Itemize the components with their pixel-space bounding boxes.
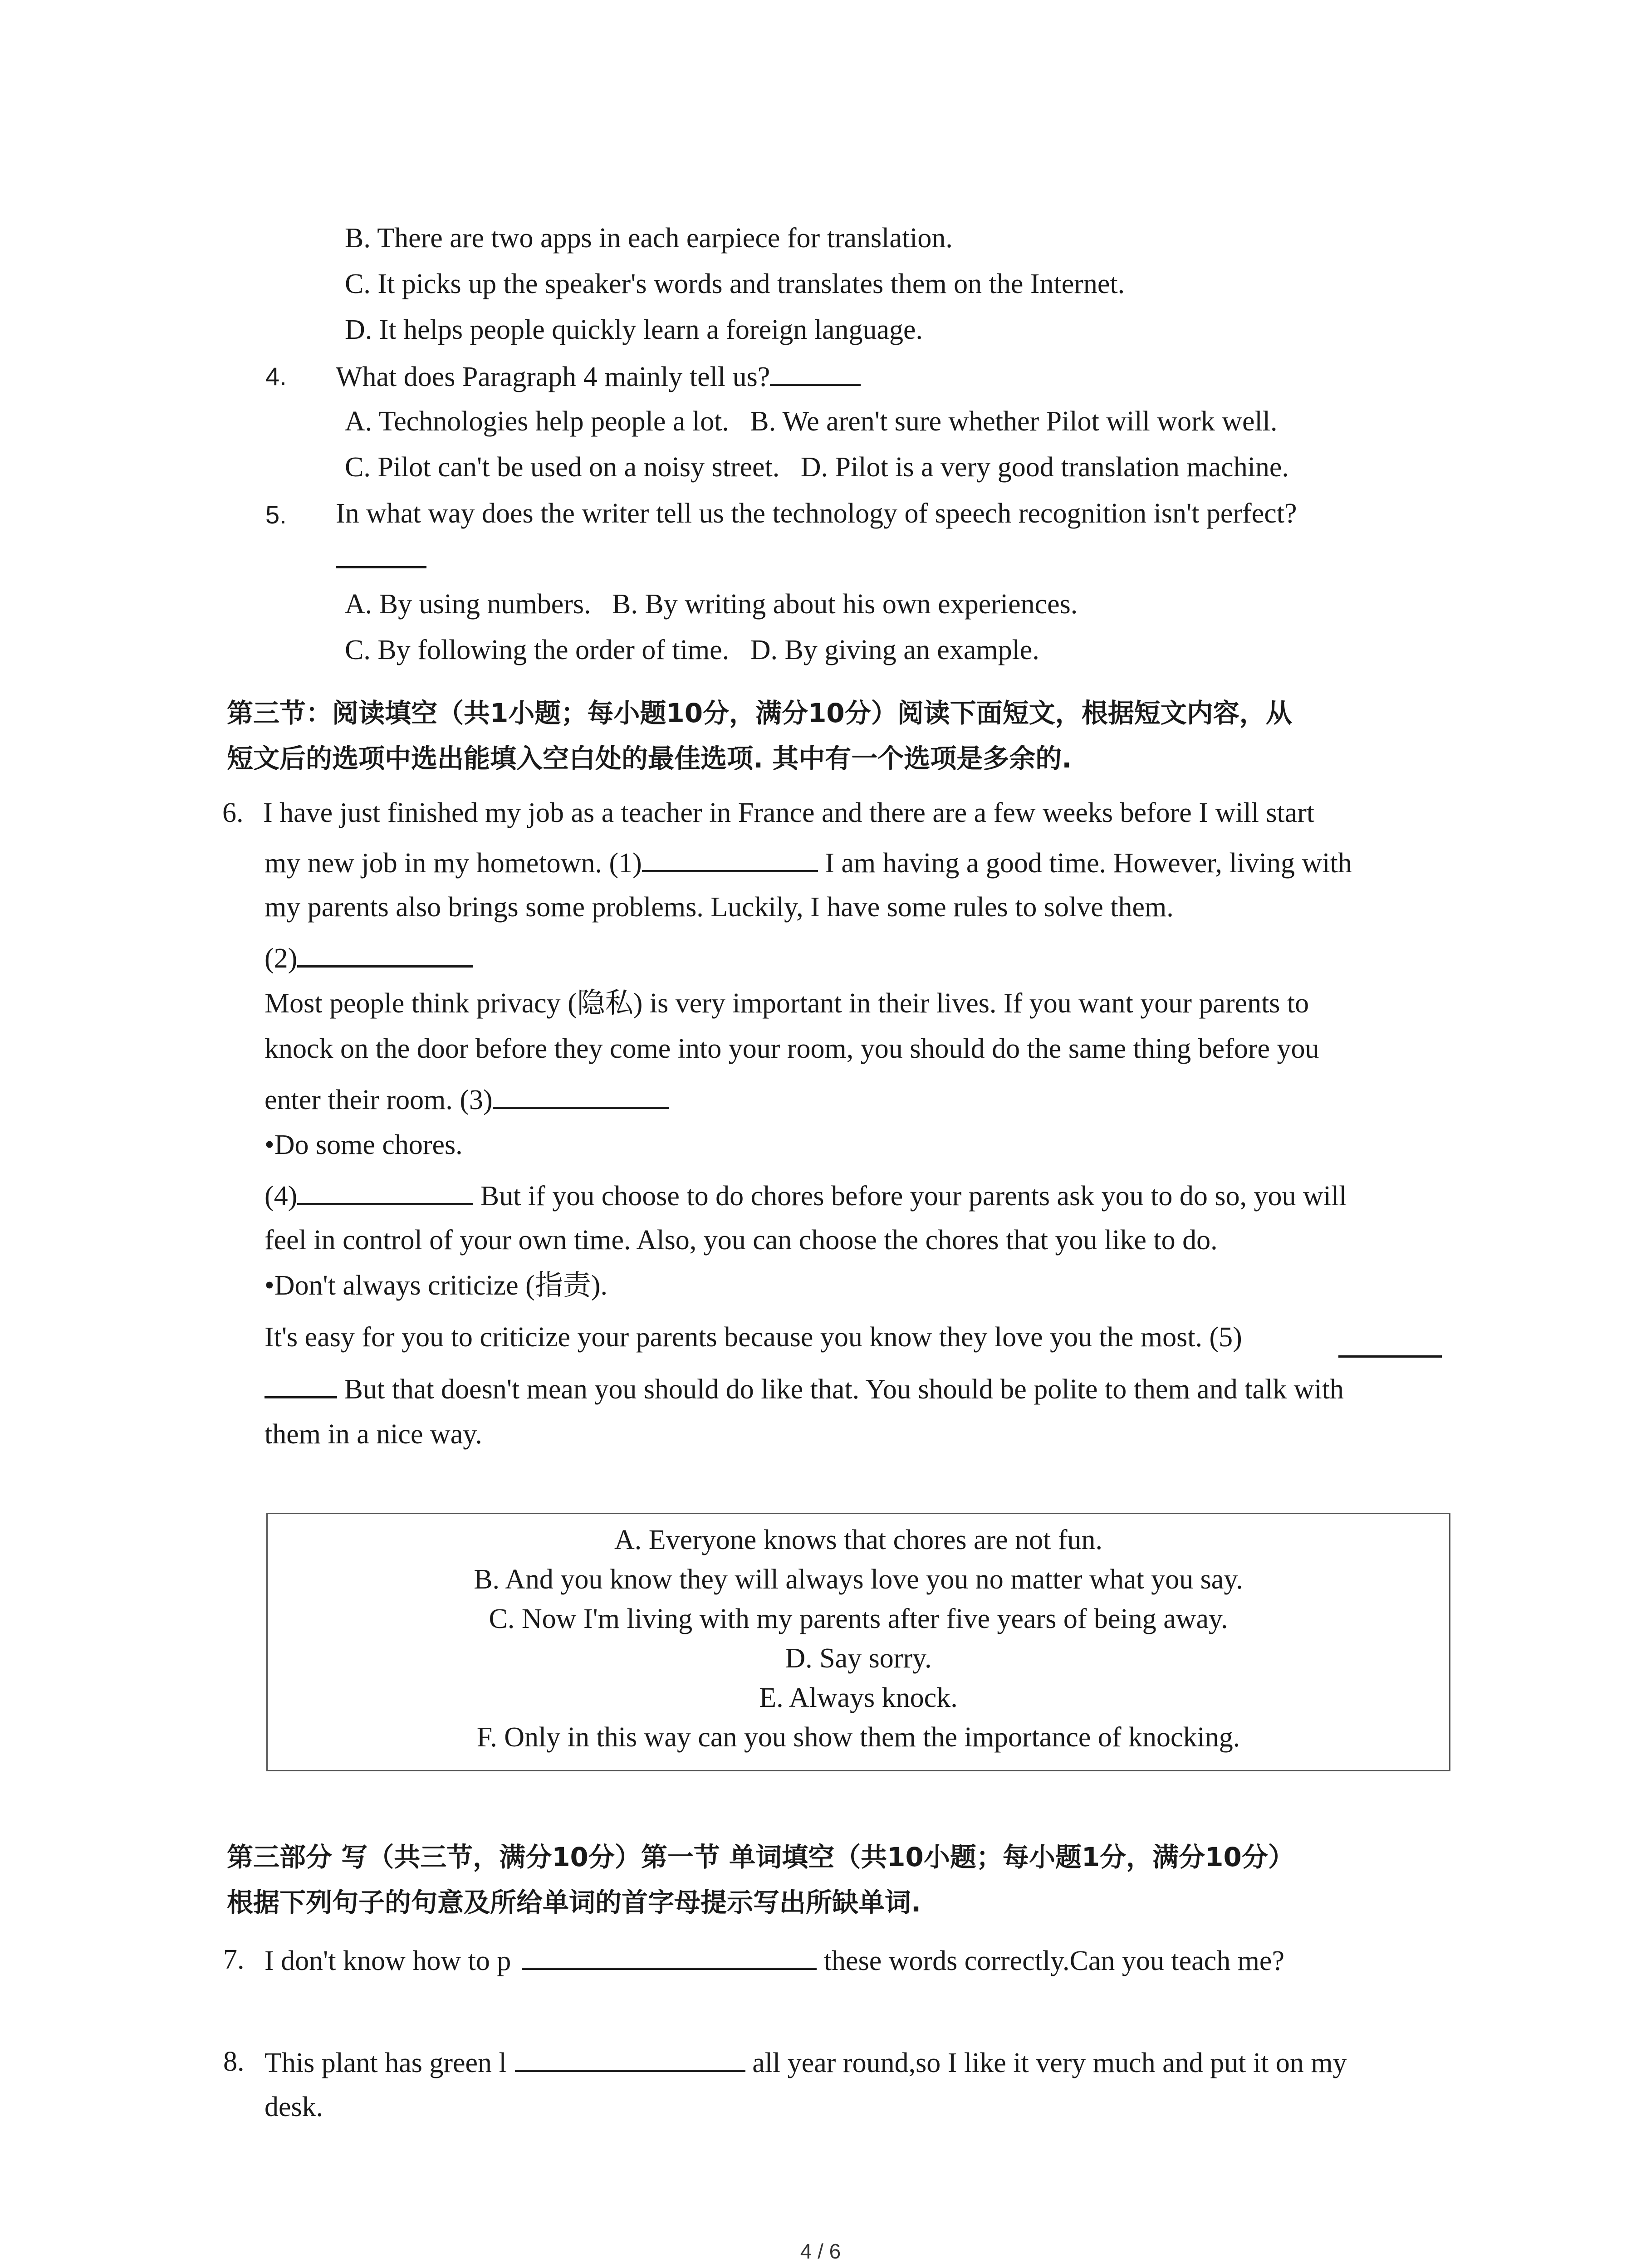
q7-text-end: these words correctly.Can you teach me? — [817, 1945, 1284, 1976]
blank-5[interactable] — [1338, 1329, 1442, 1358]
q6-line-9 — [265, 1177, 1347, 1214]
q6-line-4-label: (2) — [265, 943, 298, 974]
q6-line-12 — [265, 1319, 1242, 1355]
part3-heading-line-1: 第三部分 写（共三节，满分10分）第一节 单词填空（共10小题；每小题1分，满分10分） — [227, 1842, 1294, 1872]
q6-line-5: Most people think privacy (隐私) is very important in their lives. If you want your parents to — [265, 988, 1309, 1019]
blank-5-continuation[interactable] — [265, 1370, 337, 1398]
q4-stem-text: What does Paragraph 4 mainly tell us? — [336, 362, 770, 392]
q6-option-f: F. Only in this way can you show them the importance of knocking. — [476, 1722, 1240, 1753]
q6-line-6: knock on the door before they come into your room, you should do the same thing before you — [265, 1033, 1319, 1064]
q8-number: 8. — [223, 2046, 245, 2077]
q6-line-11: •Don't always criticize (指责). — [265, 1270, 607, 1301]
q4-options-row-2: C. Pilot can't be used on a noisy street. D. Pilot is a very good translation machine. — [345, 452, 1289, 483]
q4-number: 4. — [265, 362, 287, 391]
q4-answer-blank[interactable] — [770, 357, 861, 386]
q6-line-2-end: I am having a good time. However, living with — [818, 848, 1352, 879]
q3-option-c: C. It picks up the speaker's words and translates them on the Internet. — [345, 269, 1125, 299]
q8-text-start: This plant has green l — [265, 2048, 507, 2078]
q6-option-b: B. And you know they will always love you no matter what you say. — [474, 1564, 1243, 1595]
q7-number: 7. — [223, 1944, 245, 1975]
q5-stem: In what way does the writer tell us the technology of speech recognition isn't perfect? — [336, 498, 1297, 529]
q6-option-c: C. Now I'm living with my parents after five years of being away. — [489, 1603, 1228, 1634]
q6-options-box — [266, 1513, 1450, 1771]
q6-line-14: them in a nice way. — [265, 1419, 482, 1450]
section3-heading-line-1: 第三节：阅读填空（共1小题；每小题10分，满分10分）阅读下面短文，根据短文内容，从 — [227, 698, 1292, 728]
q6-line-13-text: But that doesn't mean you should do like that. You should be polite to them and talk with — [337, 1374, 1344, 1405]
q6-line-12-text: It's easy for you to criticize your parents because you know they love you the most. (5) — [265, 1322, 1242, 1353]
q8-line-2: desk. — [265, 2092, 323, 2122]
q6-line-8: •Do some chores. — [265, 1129, 463, 1160]
q6-line-7 — [265, 1080, 669, 1118]
q4-stem — [336, 357, 861, 395]
q5-options-row-2: C. By following the order of time. D. By giving an example. — [345, 635, 1039, 665]
q6-number: 6. — [222, 797, 244, 828]
q6-line-2 — [265, 844, 1352, 881]
q6-line-13 — [265, 1370, 1344, 1408]
q7-text-start: I don't know how to p — [265, 1945, 511, 1976]
q7-answer-blank[interactable] — [522, 1941, 817, 1970]
q4-options-row-1: A. Technologies help people a lot. B. We aren't sure whether Pilot will work well. — [345, 406, 1278, 437]
q8-text-end: all year round,so I like it very much and put it on my — [745, 2048, 1347, 2078]
q5-answer-line — [336, 540, 426, 577]
q6-option-a: A. Everyone knows that chores are not fun. — [614, 1525, 1103, 1555]
q6-option-d: D. Say sorry. — [785, 1643, 932, 1674]
q6-line-1: I have just finished my job as a teacher in France and there are a few weeks before I will start — [263, 797, 1315, 828]
q3-option-b: B. There are two apps in each earpiece for translation. — [345, 223, 953, 254]
q5-answer-blank[interactable] — [336, 540, 426, 568]
q5-number: 5. — [265, 500, 287, 529]
q8-sentence — [265, 2043, 1347, 2081]
q6-line-2-start: my new job in my hometown. (1) — [265, 848, 642, 879]
q6-line-10: feel in control of your own time. Also, you can choose the chores that you like to do. — [265, 1225, 1218, 1256]
blank-2[interactable] — [297, 939, 473, 968]
q5-options-row-1: A. By using numbers. B. By writing about his own experiences. — [345, 589, 1078, 620]
q6-line-9-end: But if you choose to do chores before your parents ask you to do so, you will — [473, 1181, 1347, 1212]
q6-line-7-text: enter their room. (3) — [265, 1085, 493, 1115]
blank-3[interactable] — [493, 1080, 669, 1109]
part3-heading-line-2: 根据下列句子的句意及所给单词的首字母提示写出所缺单词. — [227, 1887, 921, 1918]
q6-option-e: E. Always knock. — [759, 1682, 958, 1713]
q7-sentence — [265, 1941, 1284, 1979]
q6-line-9-label: (4) — [265, 1181, 298, 1212]
blank-4[interactable] — [297, 1177, 473, 1205]
blank-1[interactable] — [642, 844, 818, 872]
q6-line-4 — [265, 939, 473, 977]
q6-line-3: my parents also brings some problems. Luckily, I have some rules to solve them. — [265, 892, 1174, 923]
q3-option-d: D. It helps people quickly learn a foreign language. — [345, 314, 923, 345]
q8-answer-blank[interactable] — [515, 2043, 745, 2072]
section3-heading-line-2: 短文后的选项中选出能填入空白处的最佳选项. 其中有一个选项是多余的. — [227, 743, 1072, 774]
page-number: 4 / 6 — [800, 2239, 841, 2263]
